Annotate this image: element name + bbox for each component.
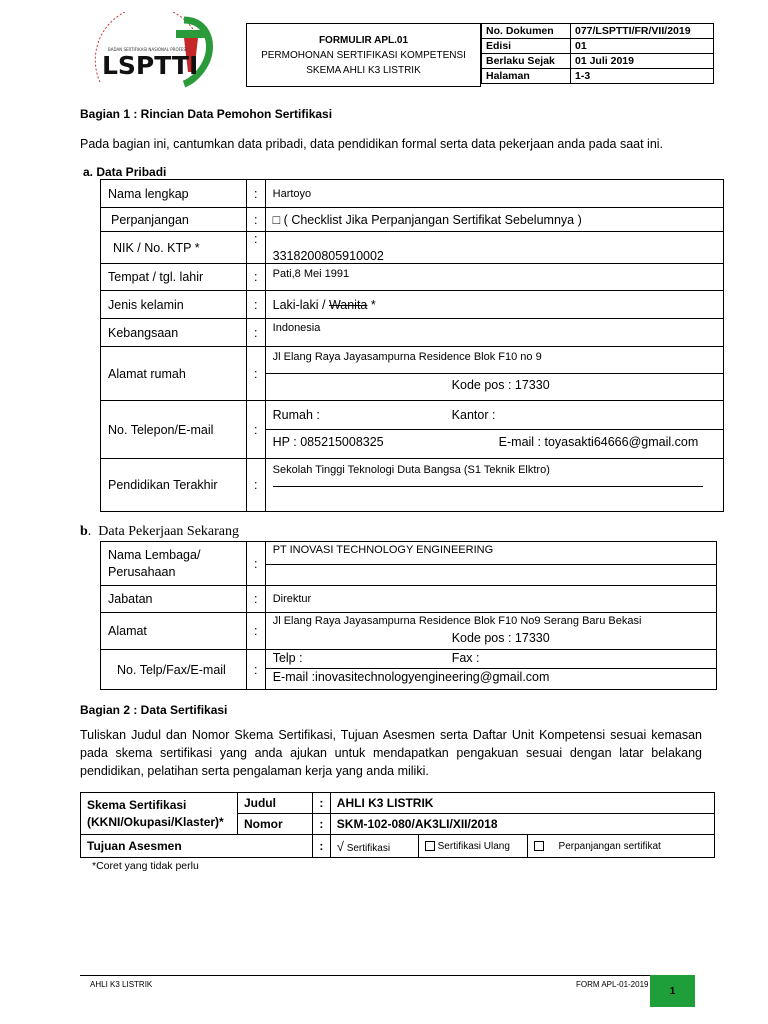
option-sertifikasi-label: Sertifikasi (346, 842, 391, 854)
row-tujuan (81, 835, 715, 858)
pekerjaan-title-prefix: b (80, 524, 88, 539)
label-judul: Judul (237, 793, 312, 814)
value-pendidikan-cell[interactable] (265, 459, 723, 512)
value-kebangsaan[interactable]: Indonesia (265, 319, 723, 347)
row-telp-kantor (101, 650, 717, 690)
lsptti-logo (80, 12, 214, 98)
meta-row-dokumen (482, 24, 714, 39)
document-meta-table (481, 23, 714, 84)
label-kebangsaan: Kebangsaan (101, 319, 247, 347)
page-number-badge: 1 (650, 975, 695, 1007)
colon: : (246, 586, 265, 613)
colon: : (312, 793, 330, 814)
value-telepon-cell[interactable] (265, 401, 723, 459)
row-kebangsaan (101, 319, 724, 347)
bagian1-title: Bagian 1 : Rincian Data Pemohon Sertifikasi (80, 107, 333, 121)
label-skema-line2: (KKNI/Okupasi/Klaster)* (87, 814, 224, 829)
row-perpanjangan (101, 208, 724, 232)
label-lembaga-line2: Perusahaan (108, 564, 176, 579)
value-nik[interactable]: 3318200805910002 (265, 232, 723, 264)
row-judul (81, 793, 715, 814)
row-nama (101, 180, 724, 208)
row-nik (101, 232, 724, 264)
form-title-box (246, 23, 481, 87)
note-coret: *Coret yang tidak perlu (92, 860, 199, 872)
meta-value: 01 Juli 2019 (571, 54, 714, 69)
colon: : (246, 264, 265, 291)
value-nomor[interactable]: SKM-102-080/AK3LI/XII/2018 (330, 814, 714, 835)
value-alamat-kantor-cell[interactable] (265, 613, 716, 650)
data-pekerjaan-table (100, 541, 717, 690)
value-kodepos-kantor: Kode pos : 17330 (451, 631, 550, 645)
value-alamat-kantor: Jl Elang Raya Jayasampurna Residence Blok F10 No9 Serang Baru Bekasi (272, 615, 642, 627)
label-ttl: Tempat / tgl. lahir (101, 264, 247, 291)
meta-row-halaman (482, 69, 714, 84)
colon: : (246, 542, 265, 586)
label-telp-kantor: No. Telp/Fax/E-mail (101, 650, 247, 690)
meta-row-berlaku (482, 54, 714, 69)
meta-value: 01 (571, 39, 714, 54)
label-jenis-kelamin: Jenis kelamin (101, 291, 247, 319)
value-nama[interactable]: Hartoyo (265, 180, 723, 208)
colon: : (312, 835, 330, 858)
option-perpanjangan-label: Perpanjangan sertifikat (558, 840, 661, 852)
label-nomor: Nomor (237, 814, 312, 835)
option-sertifikasi[interactable] (330, 835, 418, 858)
label-rumah: Rumah : (272, 408, 320, 422)
colon: : (246, 613, 265, 650)
value-kodepos: Kode pos : 17330 (451, 378, 550, 392)
option-sertifikasi-ulang[interactable] (418, 835, 528, 858)
colon: : (246, 401, 265, 459)
meta-key: No. Dokumen (482, 24, 571, 39)
label-lembaga-line1: Nama Lembaga/ (108, 547, 201, 562)
form-title-line-3: SKEMA AHLI K3 LISTRIK (306, 64, 421, 76)
form-title-line-1: FORMULIR APL.01 (318, 34, 409, 46)
checkbox-icon (425, 841, 435, 851)
value-lembaga: PT INOVASI TECHNOLOGY ENGINEERING (272, 544, 494, 556)
label-alamat-kantor: Alamat (101, 613, 247, 650)
value-jabatan[interactable]: Direktur (265, 586, 716, 613)
colon: : (246, 291, 265, 319)
label-perpanjangan: Perpanjangan (101, 208, 247, 232)
checked-mark-icon: √ (336, 838, 344, 854)
row-lembaga (101, 542, 717, 586)
data-pribadi-table (100, 179, 724, 512)
data-pekerjaan-title: b. Data Pekerjaan Sekarang (80, 524, 240, 539)
colon: : (246, 232, 265, 264)
label-pendidikan: Pendidikan Terakhir (101, 459, 247, 512)
colon: : (246, 459, 265, 512)
colon: : (246, 319, 265, 347)
value-pendidikan: Sekolah Tinggi Teknologi Duta Bangsa (S1 Teknik Elktro) (272, 464, 550, 476)
checkbox-icon (534, 841, 544, 851)
colon: : (246, 347, 265, 401)
label-telp: Telp : (272, 651, 303, 665)
bagian1-intro: Pada bagian ini, cantumkan data pribadi, data pendidikan formal serta data pekerjaan anda pada saat ini. (80, 137, 664, 151)
logo-sub-text: BADAN SERTIFIKASI NASIONAL PROFESI (108, 47, 188, 52)
jk-asterisk: * (367, 297, 376, 312)
jk-option-wanita-struck: Wanita (328, 297, 368, 312)
footer-left: AHLI K3 LISTRIK (90, 980, 153, 989)
value-ttl[interactable]: Pati,8 Mei 1991 (265, 264, 723, 291)
label-alamat: Alamat rumah (101, 347, 247, 401)
colon: : (246, 180, 265, 208)
value-jenis-kelamin[interactable] (265, 291, 723, 319)
row-jabatan (101, 586, 717, 613)
label-fax: Fax : (451, 651, 480, 665)
data-sertifikasi-table (80, 792, 715, 858)
label-skema-line1: Skema Sertifikasi (87, 797, 187, 812)
bagian2-title: Bagian 2 : Data Sertifikasi (80, 703, 228, 717)
colon: : (246, 208, 265, 232)
logo-text: LSPTTI (102, 51, 199, 80)
row-alamat-kantor (101, 613, 717, 650)
footer-right: FORM APL-01-2019 (576, 980, 649, 989)
row-alamat (101, 347, 724, 401)
meta-value: 077/LSPTTI/FR/VII/2019 (571, 24, 714, 39)
label-skema (81, 793, 238, 835)
row-jenis-kelamin (101, 291, 724, 319)
value-telp-kantor-cell[interactable] (265, 650, 716, 690)
label-nama: Nama lengkap (101, 180, 247, 208)
colon: : (312, 814, 330, 835)
meta-row-edisi (482, 39, 714, 54)
label-telepon: No. Telepon/E-mail (101, 401, 247, 459)
pekerjaan-title-text: Data Pekerjaan Sekarang (98, 524, 240, 539)
label-lembaga (101, 542, 247, 586)
row-ttl (101, 264, 724, 291)
colon: : (246, 650, 265, 690)
footer-divider (80, 975, 650, 976)
value-alamat: Jl Elang Raya Jayasampurna Residence Blok F10 no 9 (272, 351, 542, 363)
option-perpanjangan[interactable] (528, 835, 715, 858)
label-nik: NIK / No. KTP * (101, 232, 247, 264)
meta-value: 1-3 (571, 69, 714, 84)
row-telepon (101, 401, 724, 459)
meta-key: Halaman (482, 69, 571, 84)
label-kantor: Kantor : (451, 408, 496, 422)
value-judul[interactable]: AHLI K3 LISTRIK (330, 793, 714, 814)
form-title-line-2: PERMOHONAN SERTIFIKASI KOMPETENSI (261, 49, 466, 61)
value-email-kantor: E-mail :inovasitechnologyengineering@gmail.com (272, 670, 550, 684)
value-email: E-mail : toyasakti64666@gmail.com (498, 435, 699, 449)
data-pribadi-title: a. Data Pribadi (83, 165, 167, 179)
value-perpanjangan-checkbox[interactable]: □ ( Checklist Jika Perpanjangan Sertifikat Sebelumnya ) (265, 208, 723, 232)
meta-key: Berlaku Sejak (482, 54, 571, 69)
meta-key: Edisi (482, 39, 571, 54)
label-jabatan: Jabatan (101, 586, 247, 613)
row-pendidikan (101, 459, 724, 512)
value-lembaga-cell[interactable] (265, 542, 716, 586)
value-alamat-cell[interactable] (265, 347, 723, 401)
option-sertifikasi-ulang-label: Sertifikasi Ulang (437, 840, 510, 852)
bagian2-intro: Tuliskan Judul dan Nomor Skema Sertifikasi, Tujuan Asesmen serta Daftar Unit Kompetensi sesuai kemasan pada skema sertifikasi yang anda ajukan untuk mendapatkan pengakuan sesuai dengan latar belakang pendidikan, pelatihan serta pengalaman kerja yang anda miliki. (80, 728, 702, 778)
value-hp: HP : 085215008325 (272, 435, 384, 449)
label-tujuan: Tujuan Asesmen (81, 835, 313, 858)
jk-option-laki: Laki-laki / (272, 297, 329, 312)
